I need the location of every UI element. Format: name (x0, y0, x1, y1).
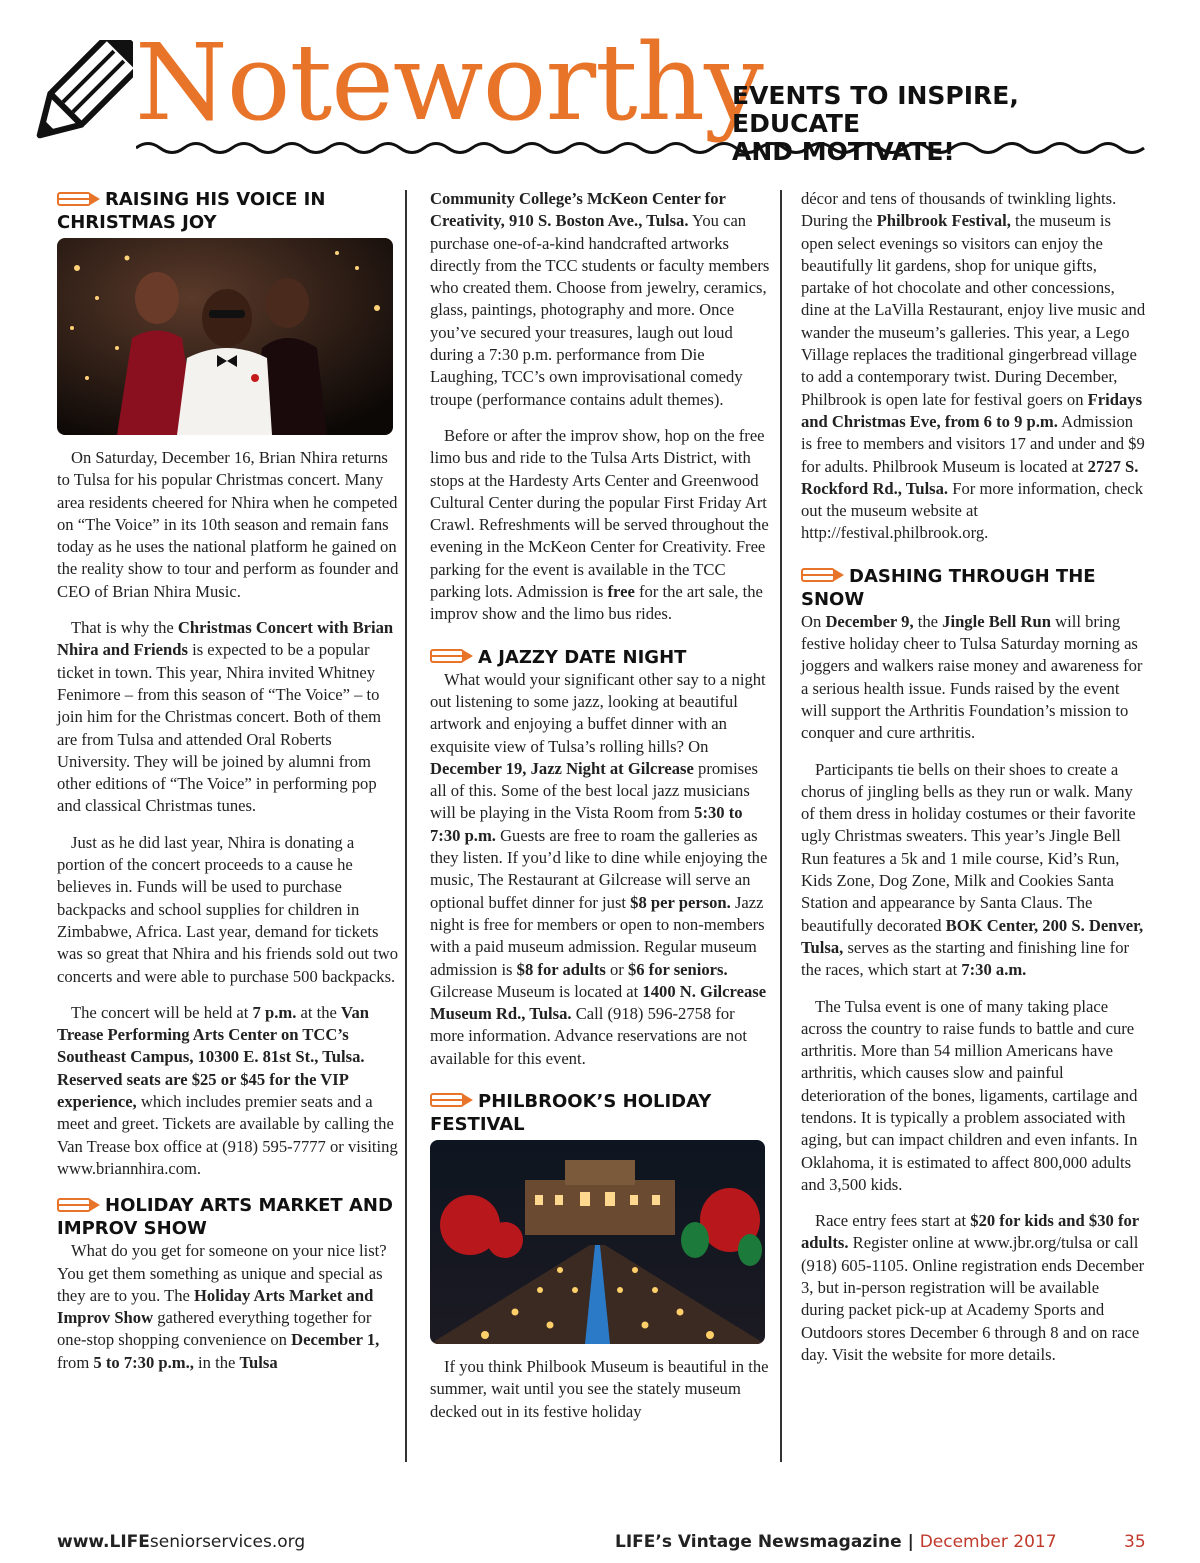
section-heading: PHILBROOK’S HOLIDAY FESTIVAL (430, 1090, 712, 1135)
paragraph: The Tulsa event is one of many taking place across the country to raise funds to battle and cure arthritis. More than 54 million Americans have arthritis, which causes slow and painful deterioration of the bones, ligaments, cartilage and tendons. It is typically a problem associated with aging, but can impact children and even infants. In Oklahoma, it is estimated to affect 800,000 adults and 3,500 kids. (801, 996, 1138, 1194)
page-footer (0, 1522, 1200, 1552)
column-3 (801, 188, 1146, 1380)
column-2 (430, 188, 770, 1437)
paragraph: Before or after the improv show, hop on the free limo bus and ride to the Tulsa Arts District, with stops at the Hardesty Arts Center and Greenwood Cultural Center during the popular First Friday Art Crawl. Refreshments will be served throughout the evening in the McKeon Center for Creativity. Free parking for the event is available in the TCC parking lots. Admission is free for the art sale, the improv show and the limo bus rides. (430, 425, 769, 624)
section-heading: HOLIDAY ARTS MARKET AND IMPROV SHOW (57, 1195, 393, 1240)
section-heading: A JAZZY DATE NIGHT (430, 646, 770, 669)
column-rule (780, 190, 782, 1462)
page-subtitle: EVENTS TO INSPIRE, EDUCATE AND MOTIVATE! (732, 81, 1019, 166)
footer-website: www.LIFEseniorservices.org (57, 1532, 306, 1552)
column-rule (405, 190, 407, 1462)
paragraph: décor and tens of thousands of twinkling lights. During the Philbrook Festival, the museum is open select evenings so visitors can enjoy the beautifully lit gardens, shop for unique gifts, partake of hot chocolate and other concessions, dine at the LaVilla Restaurant, enjoy live music and wander the museum’s galleries. This year, a Lego Village replaces the traditional gingerbread village to add a contemporary twist. During December, Philbrook is open late for festival goers on Fridays and Christmas Eve, from 6 to 9 p.m. Admission is free to members and visitors 17 and under and $9 for adults. Philbrook Museum is located at 2727 S. Rockford Rd., Tulsa. For more information, check out the museum website at http://festival.philbrook.org. (801, 189, 1146, 543)
paragraph: Participants tie bells on their shoes to create a chorus of jingling bells as they run or walk. Many of them dress in holiday costumes or their favorite ugly Christmas sweaters. This year’s Jingle Bell Run features a 5k and 1 mile course, Kid’s Run, Kids Zone, Dog Zone, Milk and Cookies Santa Station and appearance by Santa Claus. The beautifully decorated BOK Center, 200 S. Denver, Tulsa, serves as the starting and finishing line for the races, which start at 7:30 a.m. (801, 759, 1144, 980)
pencil-bullet-icon (801, 568, 845, 582)
paragraph: Just as he did last year, Nhira is donating a portion of the concert proceeds to a cause he believes in. Funds will be used to purchase backpacks and school supplies for children in Zimbabwe, Africa. Last year, demand for tickets was so great that Nhira and his friends sold out two concerts and were able to purchase 500 backpacks. (57, 832, 399, 986)
paragraph: That is why the Christmas Concert with Brian Nhira and Friends is expected to be a popular ticket in town. This year, Nhira invited Whitney Fenimore – from this season of “The Voice” – to join him for the Christmas concert. Both of them are from Tulsa and attended Oral Roberts University. They will be joined by alumni from other editions of “The Voice” in performing pop and classical Christmas tunes. (57, 618, 394, 816)
column-1 (57, 188, 403, 1388)
pencil-bullet-icon (57, 192, 101, 206)
page-number: 35 (1124, 1532, 1146, 1552)
paragraph: On December 9, the Jingle Bell Run will bring festive holiday cheer to Tulsa Saturday morning as joggers and walkers raise money and awareness for a serious health issue. Funds raised by the event will support the Arthritis Foundation’s mission to conquer and cure arthritis. (801, 611, 1143, 743)
pencil-bullet-icon (430, 1093, 474, 1107)
wavy-divider (136, 138, 1146, 158)
masthead (0, 0, 1200, 180)
paragraph: On Saturday, December 16, Brian Nhira returns to Tulsa for his popular Christmas concert. Many area residents cheered for Nhira when he competed on “The Voice” in its 10th season and remain fans today as he uses the national platform he gained on the reality show to tour and perform as founder and CEO of Brian Nhira Music. (57, 448, 399, 601)
concert-photo (57, 238, 393, 435)
pencil-icon (28, 40, 133, 150)
paragraph: Race entry fees start at $20 for kids and $30 for adults. Register online at www.jbr.org/tulsa or call (918) 605-1105. Online registration ends December 3, but in-person registration will be available during packet pick-up at Academy Sports and Outdoors stores December 6 through 8 and on race day. Visit the website for more details. (801, 1211, 1145, 1364)
paragraph: The concert will be held at 7 p.m. at the Van Trease Performing Arts Center on TCC’s Southeast Campus, 10300 E. 81st St., Tulsa. Reserved seats are $25 or $45 for the VIP experience, which includes premier seats and a meet and greet. Tickets are available by calling the Van Trease box office at (918) 595-7777 or visiting www.briannhira.com. (57, 1002, 398, 1178)
section-heading: DASHING THROUGH THE SNOW (801, 565, 1096, 610)
paragraph: What would your significant other say to a night out listening to some jazz, looking at beautiful artwork and enjoying a buffet dinner with an exquisite view of Tulsa’s rolling hills? On December 19, Jazz Night at Gilcrease promises all of this. Some of the best local jazz musicians will be playing in the Vista Room from 5:30 to 7:30 p.m. Guests are free to roam the galleries as they listen. If you’d like to dine while enjoying the music, The Restaurant at Gilcrease will serve an optional buffet dinner for just $8 per person. Jazz night is free for members or open to non-members with a paid museum admission. Regular museum admission is $8 for adults or $6 for seniors. Gilcrease Museum is located at 1400 N. Gilcrease Museum Rd., Tulsa. Call (918) 596-2758 for more information. Advance reservations are not available for this event. (430, 669, 768, 1068)
paragraph: If you think Philbook Museum is beautiful in the summer, wait until you see the stately museum decked out in its festive holiday (430, 1356, 769, 1421)
footer-publication: LIFE’s Vintage Newsmagazine | December 2017 (615, 1532, 1057, 1552)
paragraph: Community College’s McKeon Center for Creativity, 910 S. Boston Ave., Tulsa. You can purchase one-of-a-kind handcrafted artworks directly from the TCC students or faculty members who created them. Choose from jewelry, ceramics, glass, paintings, photography and more. Once you’ve secured your treasures, laugh out loud during a 7:30 p.m. performance from Die Laughing, TCC’s own improvisational comedy troupe (performance contains adult themes). (430, 189, 770, 409)
section-heading: RAISING HIS VOICE IN CHRISTMAS JOY (57, 189, 326, 233)
philbrook-festival-photo (430, 1140, 765, 1344)
paragraph: What do you get for someone on your nice list? You get them something as unique and special as they are to you. The Holiday Arts Market and Improv Show gathered everything together for one-stop shopping convenience on December 1, from 5 to 7:30 p.m., in the Tulsa (57, 1241, 387, 1372)
page-title: Noteworthy (135, 21, 763, 144)
pencil-bullet-icon (430, 649, 474, 663)
pencil-bullet-icon (57, 1198, 101, 1212)
